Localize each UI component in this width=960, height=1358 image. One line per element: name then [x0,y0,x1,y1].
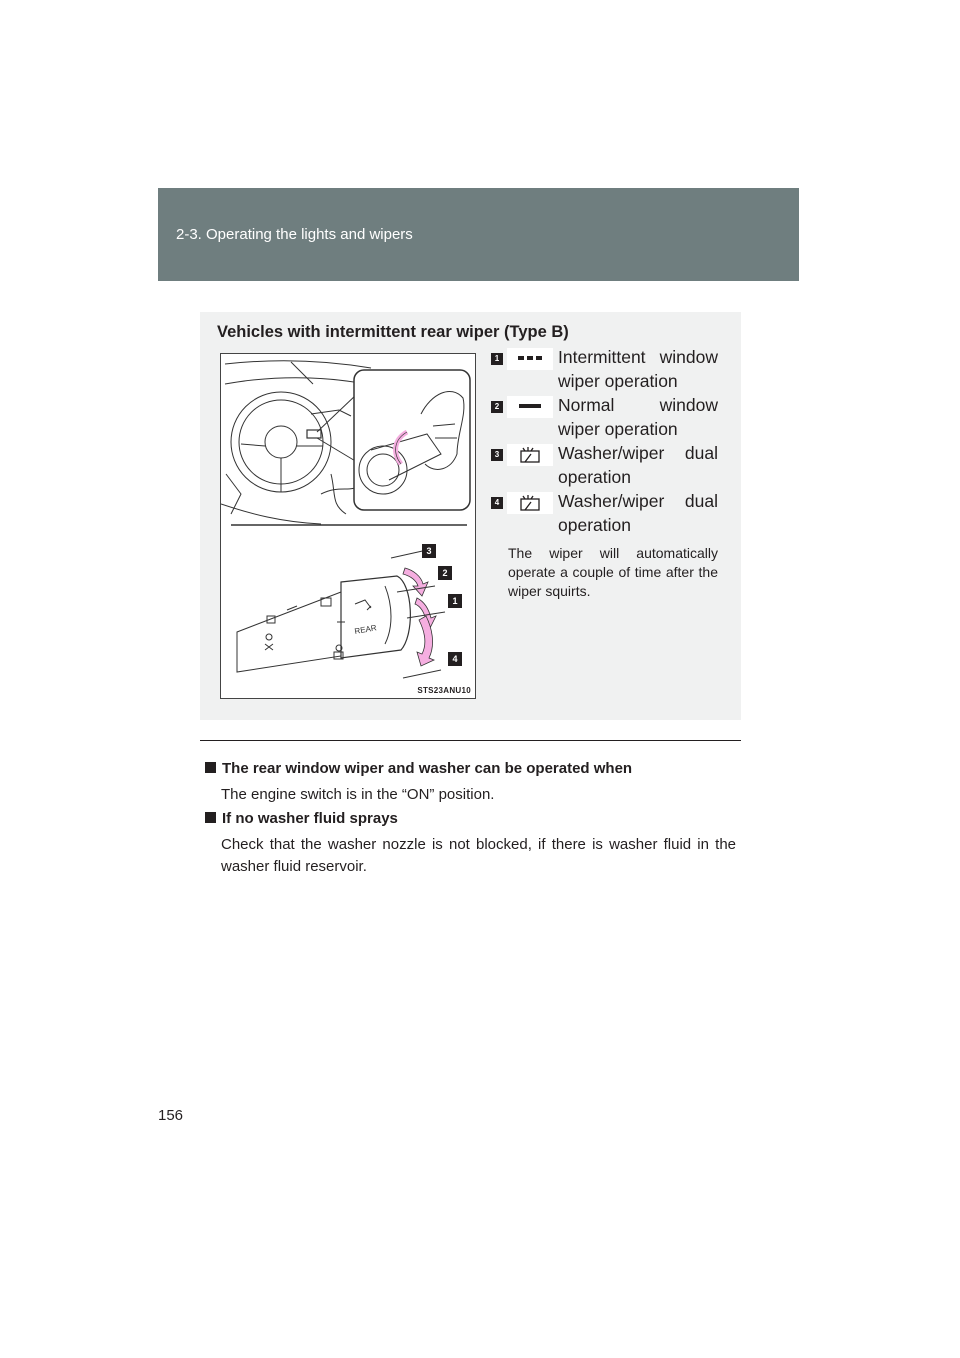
bullet-square-icon [205,812,216,823]
figure-marker-3: 3 [422,544,436,558]
item-number: 2 [491,401,503,413]
section-divider [200,740,741,741]
panel-title: Vehicles with intermittent rear wiper (Type B) [217,323,569,341]
wiper-note: The wiper will automatically operate a couple of time after the wiper squirts. [508,545,718,599]
page-number: 156 [158,1107,184,1124]
section-heading-operation [205,760,632,777]
item-number: 3 [491,449,503,461]
lever-illustration [221,354,475,698]
figure-code: STS23ANU10 [417,686,471,695]
section-title: 2-3. Operating the lights and wipers [176,226,413,243]
figure-marker-4: 4 [448,652,462,666]
wiper-lever-figure [220,353,476,699]
lever-rear-label: REAR [353,623,378,636]
intermittent-wiper-icon [507,348,553,370]
washer-wiper-icon [507,444,553,466]
item-number: 4 [491,497,503,509]
heading-text: If no washer fluid sprays [222,810,398,827]
item-label: Washer/wiper dual operation [558,443,718,487]
normal-wiper-icon [507,396,553,418]
item-label: Washer/wiper dual operation [558,491,718,535]
heading-text: The rear window wiper and washer can be operated when [222,760,633,777]
item-label: Intermittent window wiper operation [558,347,718,391]
figure-marker-2: 2 [438,566,452,580]
washer-wiper-icon [507,492,553,514]
item-number: 1 [491,353,503,365]
figure-marker-1: 1 [448,594,462,608]
section-heading-washer [205,810,398,827]
bullet-square-icon [205,762,216,773]
section-header [158,188,799,281]
section-body-washer: Check that the washer nozzle is not blocked, if there is washer fluid in the washer fluid reservoir. [221,836,736,875]
wiper-panel [200,312,741,720]
section-body-operation: The engine switch is in the “ON” position. [221,786,495,803]
item-label: Normal window wiper operation [558,395,718,439]
